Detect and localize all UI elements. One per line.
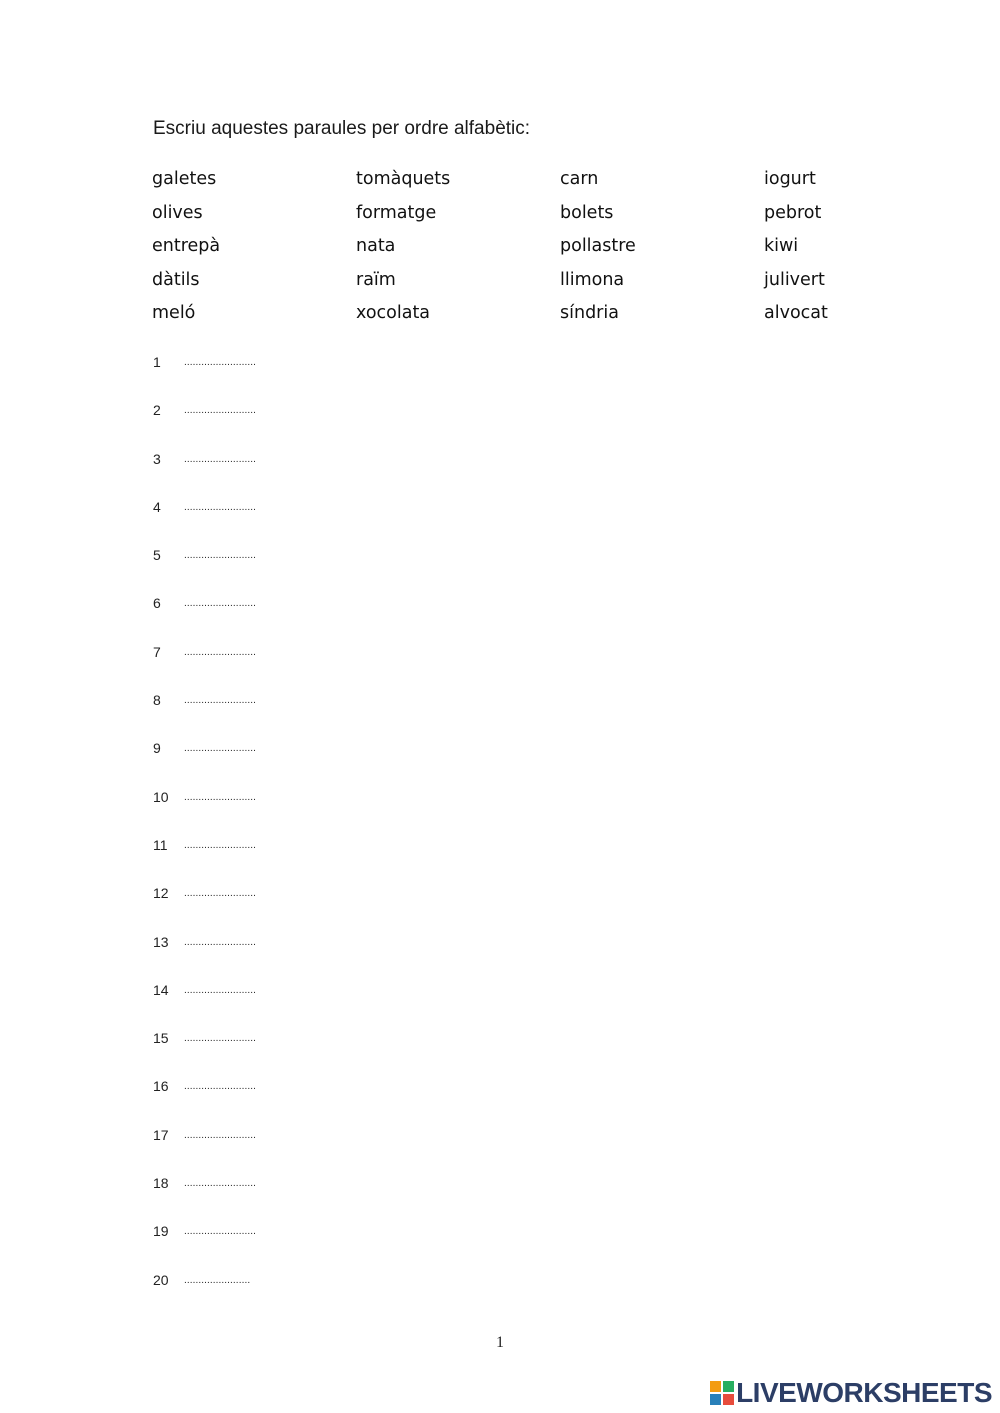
answer-line <box>153 495 256 543</box>
answer-line <box>153 1219 256 1267</box>
answer-line <box>153 1026 256 1074</box>
word-item: julivert <box>764 269 825 290</box>
word-item: llimona <box>560 269 625 290</box>
answer-blank[interactable]: ....................... <box>184 1274 251 1286</box>
answer-line <box>153 930 256 978</box>
answer-line <box>153 736 256 784</box>
answer-number: 9 <box>153 740 161 757</box>
instruction-text: Escriu aquestes paraules per ordre alfabètic: <box>153 118 531 139</box>
answer-line <box>153 398 256 446</box>
answer-blank[interactable]: ......................... <box>184 453 256 465</box>
answer-blank[interactable]: ......................... <box>184 405 256 417</box>
answer-number: 3 <box>153 450 161 467</box>
word-grid <box>152 166 968 334</box>
answer-line <box>153 591 256 639</box>
answer-line <box>153 350 256 398</box>
answer-number: 5 <box>153 547 161 564</box>
answer-blank[interactable]: ......................... <box>184 550 256 562</box>
answer-number: 11 <box>153 836 168 853</box>
answer-number: 7 <box>153 643 161 660</box>
answer-line <box>153 447 256 495</box>
answer-number: 19 <box>153 1223 169 1240</box>
answer-blank[interactable]: ......................... <box>184 1226 256 1238</box>
page-number: 1 <box>496 1334 504 1351</box>
liveworksheets-logo-icon <box>710 1381 734 1405</box>
word-item: iogurt <box>764 169 816 189</box>
word-item: bolets <box>560 202 614 223</box>
answer-list <box>153 350 256 1316</box>
answer-blank[interactable]: ......................... <box>184 1178 256 1190</box>
word-item: pebrot <box>764 202 822 223</box>
word-item: kiwi <box>764 236 799 256</box>
answer-number: 17 <box>153 1126 169 1143</box>
answer-number: 10 <box>153 788 169 805</box>
word-item: entrepà <box>152 236 221 256</box>
answer-line <box>153 881 256 929</box>
word-item: tomàquets <box>356 169 451 189</box>
answer-blank[interactable]: ......................... <box>184 984 256 996</box>
word-item: nata <box>356 236 396 256</box>
answer-number: 6 <box>153 595 161 612</box>
answer-blank[interactable]: ......................... <box>184 501 256 513</box>
answer-number: 1 <box>153 354 161 370</box>
answer-line <box>153 978 256 1026</box>
word-item: dàtils <box>152 269 200 290</box>
answer-number: 15 <box>153 1030 169 1047</box>
answer-number: 13 <box>153 933 169 950</box>
answer-blank[interactable]: ......................... <box>184 936 256 948</box>
answer-line <box>153 1268 256 1316</box>
answer-line <box>153 543 256 591</box>
word-item: galetes <box>152 169 217 189</box>
answer-blank[interactable]: ......................... <box>184 791 256 803</box>
answer-blank[interactable]: ......................... <box>184 1033 256 1045</box>
word-item: meló <box>152 303 196 323</box>
answer-blank[interactable]: ......................... <box>184 1129 256 1141</box>
answer-blank[interactable]: ......................... <box>184 888 256 900</box>
answer-blank[interactable]: ......................... <box>184 695 256 707</box>
answer-blank[interactable]: ......................... <box>184 743 256 755</box>
answer-line <box>153 1074 256 1122</box>
answer-number: 16 <box>153 1078 169 1095</box>
word-item: carn <box>560 169 599 189</box>
word-item: síndria <box>560 303 619 323</box>
word-item: pollastre <box>560 236 636 256</box>
answer-number: 20 <box>153 1271 169 1288</box>
answer-line <box>153 833 256 881</box>
answer-line <box>153 785 256 833</box>
word-item: xocolata <box>356 303 431 323</box>
word-item: formatge <box>356 202 437 223</box>
answer-blank[interactable]: ......................... <box>184 598 256 610</box>
answer-number: 18 <box>153 1175 169 1192</box>
liveworksheets-logo <box>710 1376 992 1410</box>
answer-line <box>153 688 256 736</box>
answer-line <box>153 1123 256 1171</box>
answer-blank[interactable]: ......................... <box>184 839 256 851</box>
word-item: olives <box>152 202 203 223</box>
answer-line <box>153 1171 256 1219</box>
answer-number: 4 <box>153 498 161 515</box>
answer-number: 14 <box>153 981 169 998</box>
answer-line <box>153 640 256 688</box>
answer-number: 2 <box>153 402 161 419</box>
word-item: alvocat <box>764 303 828 323</box>
answer-number: 12 <box>153 885 169 902</box>
answer-blank[interactable]: ......................... <box>184 357 256 368</box>
brand-name: LIVEWORKSHEETS <box>736 1377 992 1408</box>
answer-blank[interactable]: ......................... <box>184 1081 256 1093</box>
word-item: raïm <box>356 269 396 290</box>
answer-number: 8 <box>153 692 161 709</box>
answer-blank[interactable]: ......................... <box>184 646 256 658</box>
